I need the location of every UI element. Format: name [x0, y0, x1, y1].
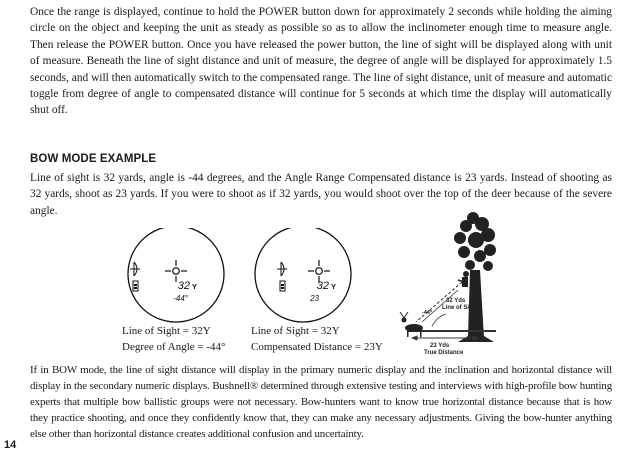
- bow-icon: [130, 262, 140, 276]
- intro-paragraph: Once the range is displayed, continue to hold the POWER button down for approximately 2 seconds while holding the aiming circle on the object and keeping the unit as steady as possible so as to allow the inclinometer enough time to measure angle. Then release the POWER button. Once you have released the power button, the line of sight will be displayed along with unit of measure. Beneath the line of sight distance and unit of measure, the degree of angle will be displayed for approximately 1.5 seconds, and will then automatically switch to the compensated range. The line of sight distance, unit of measure and automatic toggle from degree of angle to compensated distance will continue for 5 seconds at which time the display will automatically shut off.: [30, 6, 612, 117]
- display2-caption: [251, 323, 383, 355]
- secondary-angle: -44°: [173, 294, 188, 303]
- unit-label: Y: [192, 282, 198, 291]
- caption-line-of-sight: Line of Sight = 32Y: [122, 325, 211, 337]
- hunter-figure: [458, 271, 469, 287]
- unit-label: Y: [331, 282, 337, 291]
- caption-compensated: Compensated Distance = 23Y: [251, 341, 383, 353]
- los-label-sub: Line of Sight: [442, 305, 479, 311]
- lens-circle: [128, 228, 224, 322]
- deer-icon: [400, 312, 423, 337]
- caption-angle: Degree of Angle = -44°: [122, 341, 226, 353]
- secondary-distance: 23: [310, 294, 319, 303]
- primary-distance: 32: [177, 280, 190, 292]
- display1-caption: [122, 323, 225, 355]
- lens-circle: [255, 228, 351, 322]
- section-heading: BOW MODE EXAMPLE: [30, 153, 157, 165]
- tree-foliage: [454, 212, 496, 271]
- reticle-icon: [165, 260, 187, 282]
- bow-icon: [277, 262, 287, 276]
- angle-label: -44°: [422, 310, 433, 316]
- example-paragraph: Line of sight is 32 yards, angle is -44 degrees, and the Angle Range Compensated distance is 23 yards. Instead of shooting as 32 yards, shoot as 23 yards. If you were to shoot as if 32 yards, you would shoot over the top of the deer because of the severe angle.: [30, 172, 612, 217]
- bow-mode-paragraph: If in BOW mode, the line of sight distance will display in the primary numeric display and the inclination and horizontal distance will display in the secondary numeric displays. Bushnell® determined through extensive testing and interviews with high-profile bow hunting experts that multiple bow ballistic groups were not necessary. Bow-hunters want to know true horizontal distance because that is how they practice shooting, and once they confidently know that, they can make any necessary adjustments. Giving the bow-hunter anything else other than horizontal distance creates additional confusion and uncertainty.: [30, 364, 612, 440]
- battery-icon: [133, 281, 138, 291]
- rangefinder-display-angle: [120, 228, 232, 326]
- primary-distance: 32: [316, 280, 329, 292]
- true-distance-label-sub: True Distance: [424, 350, 464, 355]
- angle-arc: [432, 314, 446, 326]
- caption-line-of-sight: Line of Sight = 32Y: [251, 325, 340, 337]
- rangefinder-display-compensated: [247, 228, 359, 326]
- reticle-icon: [308, 260, 330, 282]
- page-number: 14: [4, 439, 17, 451]
- tree-stand-illustration: [398, 210, 610, 355]
- los-label: 32 Yds: [446, 298, 466, 304]
- true-distance-label: 23 Yds: [430, 343, 450, 349]
- battery-icon: [280, 281, 285, 291]
